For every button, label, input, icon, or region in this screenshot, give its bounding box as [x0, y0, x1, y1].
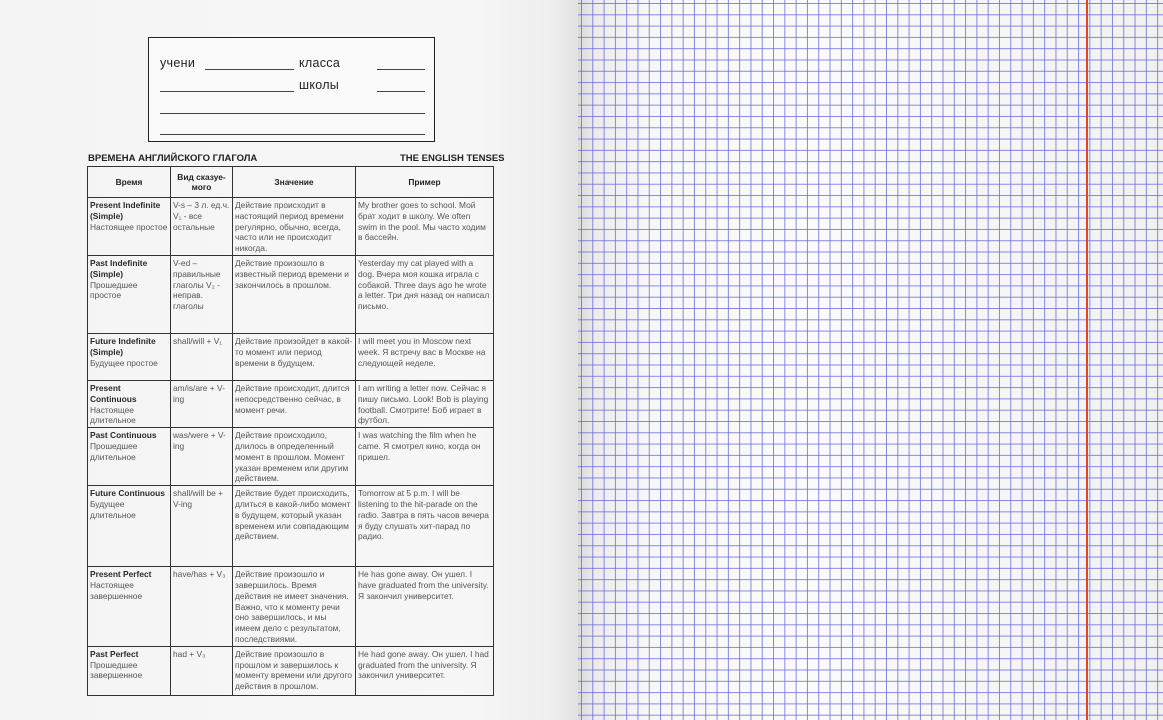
blank-line-1	[160, 113, 425, 114]
right-page-grid	[578, 0, 1163, 720]
table-title-ru: ВРЕМЕНА АНГЛИЙСКОГО ГЛАГОЛА	[88, 153, 258, 164]
pupil-label: учени	[160, 56, 196, 70]
tense-name-en: Present Continuous	[90, 382, 137, 404]
pupil-line	[205, 69, 294, 70]
tense-name-en: Present Indefinite (Simple)	[90, 200, 161, 221]
meaning-cell: Действие произошло в прошлом и завершилось к моменту времени или другого действия в прошлом.	[233, 646, 356, 695]
form-cell: shall/will + V₁	[171, 333, 233, 380]
left-page	[0, 0, 578, 720]
tense-cell	[88, 567, 171, 647]
form-cell: have/has + V₃	[171, 567, 233, 647]
header-form: Вид сказуе-мого	[171, 167, 233, 198]
meaning-cell: Действие происходило, длилось в определенный момент в прошлом. Момент указан временем или другим действием.	[233, 428, 356, 486]
tense-name-en: Past Indefinite (Simple)	[90, 257, 148, 279]
example-cell: I will meet you in Moscow next week. Я встречу вас в Москве на следующей неделе.	[356, 333, 494, 380]
tense-name-ru: Настоящее завершенное	[90, 579, 143, 601]
form-cell: V-ed – правильные глаголы V₂ - неправ. глаголы	[171, 255, 233, 333]
name-label-box	[148, 37, 435, 142]
header-meaning: Значение	[233, 167, 356, 198]
table-row	[88, 428, 494, 486]
meaning-cell: Действие происходит в настоящий период времени регулярно, обычно, всегда, часто или не происходит никогда.	[233, 198, 356, 256]
tense-cell	[88, 198, 171, 256]
example-cell: He had gone away. Он ушел. I had graduated from the university. Я закончил университет.	[356, 646, 494, 695]
tense-name-ru: Прошедшее длительное	[90, 440, 138, 462]
tenses-table	[87, 166, 494, 696]
tense-name-ru: Будущее простое	[90, 357, 158, 368]
form-cell: was/were + V-ing	[171, 428, 233, 486]
header-tense: Время	[88, 167, 171, 198]
form-cell: V-s – 3 л. ед.ч. V₁ - все остальные	[171, 198, 233, 256]
table-row	[88, 255, 494, 333]
example-cell: Tomorrow at 5 p.m. I will be listening to the hit-parade on the radio. Завтра в пять часов вечера я буду слушать хит-парад по радио.	[356, 486, 494, 567]
meaning-cell: Действие произошло и завершилось. Время действия не имеет значения. Важно, что к моменту речи оно завершилось, и мы имеем дело с результатом, последствиями.	[233, 567, 356, 647]
header-example: Пример	[356, 167, 494, 198]
meaning-cell: Действие произошло в известный период времени и закончилось в прошлом.	[233, 255, 356, 333]
form-cell: shall/will be + V-ing	[171, 486, 233, 567]
tense-name-ru: Будущее длительное	[90, 498, 136, 520]
tense-name-en: Future Continuous	[90, 488, 165, 499]
blank-line-2	[160, 134, 425, 135]
tense-name-en: Present Perfect	[90, 569, 152, 580]
table-row	[88, 646, 494, 695]
school-line	[377, 91, 425, 92]
table-row	[88, 486, 494, 567]
example-cell: I am writing a letter now. Сейчас я пишу письмо. Look! Bob is playing football. Смотрите! Боб играет в футбол.	[356, 380, 494, 427]
class-line	[377, 69, 425, 70]
table-row	[88, 198, 494, 256]
tense-name-ru: Настоящее длительное	[90, 404, 136, 426]
class-label: класса	[299, 56, 341, 70]
table-header-row	[88, 167, 494, 198]
example-cell: My brother goes to school. Мой брат ходит в школу. We often swim in the pool. Мы часто ходим в бассейн.	[356, 198, 494, 256]
table-row	[88, 333, 494, 380]
example-cell: I was watching the film when he came. Я смотрел кино, когда он пришел.	[356, 428, 494, 486]
table-title-en: THE ENGLISH TENSES	[400, 153, 505, 164]
meaning-cell: Действие происходит, длится непосредственно сейчас, в момент речи.	[233, 380, 356, 427]
tense-name-ru: Настоящее простое	[90, 221, 168, 232]
tense-cell	[88, 380, 171, 427]
tense-cell	[88, 255, 171, 333]
tense-name-ru: Прошедшее завершенное	[90, 659, 143, 681]
name-line	[160, 91, 294, 92]
tense-cell	[88, 333, 171, 380]
grid-paper	[578, 0, 1163, 720]
tense-cell	[88, 646, 171, 695]
meaning-cell: Действие произойдет в какой-то момент или период времени в будущем.	[233, 333, 356, 380]
tense-name-en: Past Continuous	[90, 430, 157, 441]
school-label: школы	[299, 78, 340, 92]
table-row	[88, 567, 494, 647]
meaning-cell: Действие будет происходить, длиться в какой-либо момент в будущем, который указан временем или совпадающим действием.	[233, 486, 356, 567]
margin-line	[1086, 0, 1088, 720]
form-cell: am/is/are + V-ing	[171, 380, 233, 427]
tense-name-en: Future Indefinite (Simple)	[90, 335, 156, 357]
tense-name-en: Past Perfect	[90, 648, 139, 659]
tense-cell	[88, 486, 171, 567]
table-row	[88, 380, 494, 427]
tense-cell	[88, 428, 171, 486]
example-cell: He has gone away. Он ушел. I have graduated from the university. Я закончил университет.	[356, 567, 494, 647]
tense-name-ru: Прошедшее простое	[90, 279, 138, 301]
form-cell: had + V₃	[171, 646, 233, 695]
example-cell: Yesterday my cat played with a dog. Вчера моя кошка играла с собакой. Three days ago he wrote a letter. Три дня назад он написал письмо.	[356, 255, 494, 333]
